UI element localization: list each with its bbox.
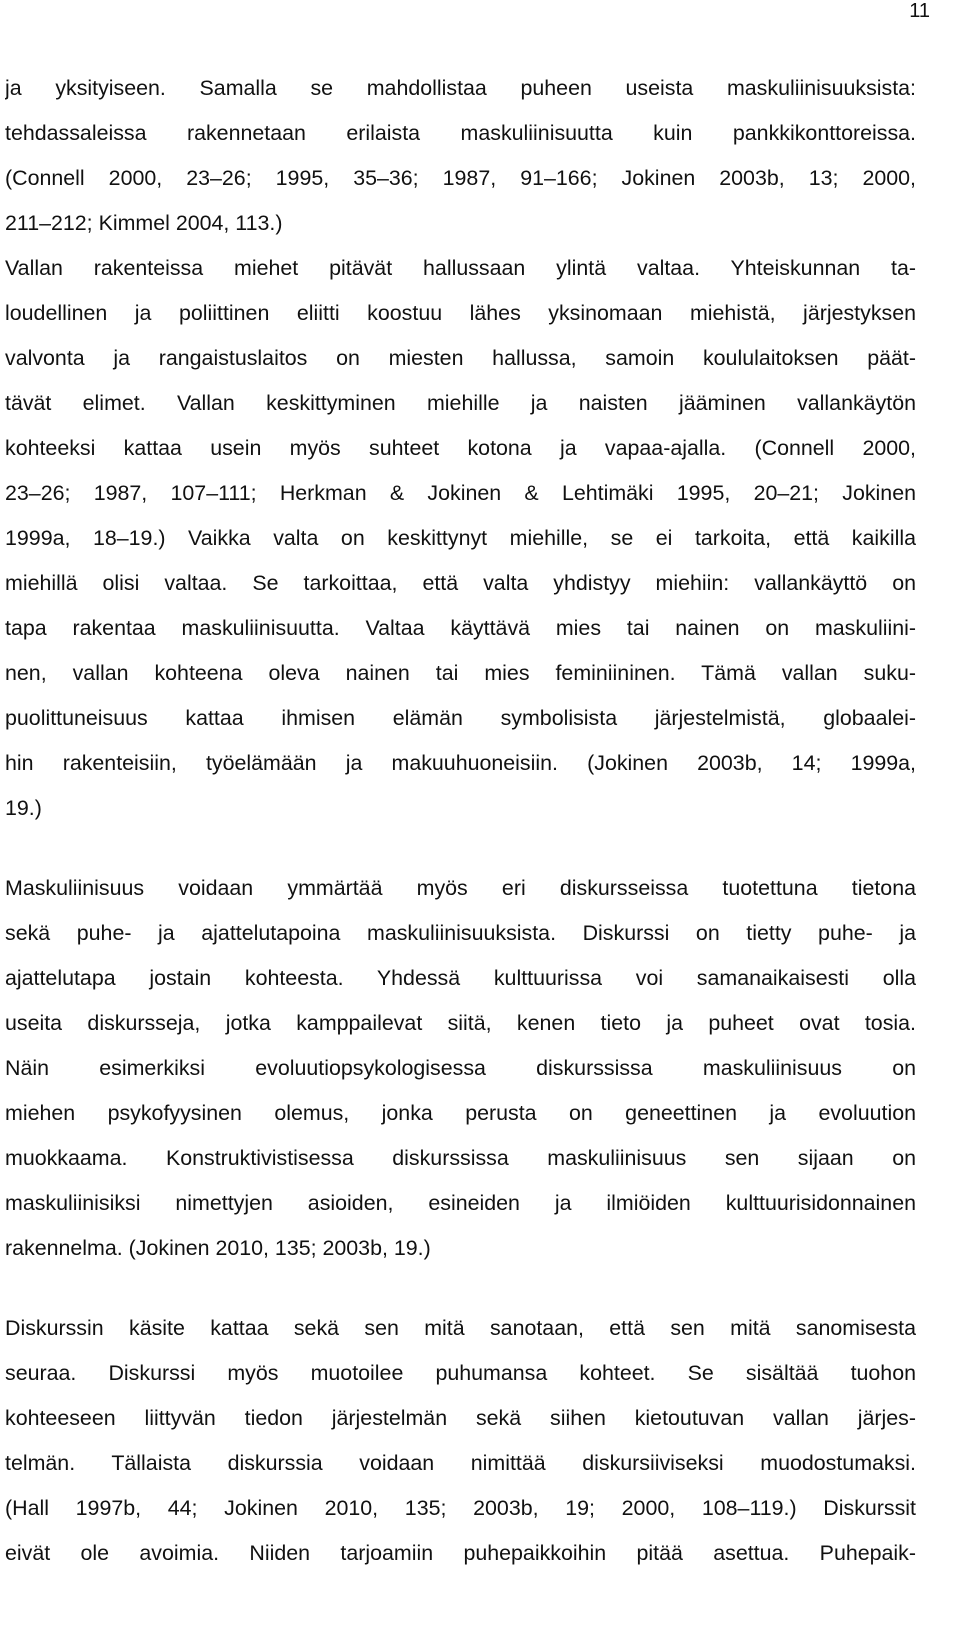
text-line: valvonta ja rangaistuslaitos on miesten hallussa, samoin koululaitoksen päät-	[5, 346, 916, 370]
text-line: tapa rakentaa maskuliinisuutta. Valtaa käyttävä mies tai nainen on maskuliini-	[5, 616, 916, 640]
text-line: eivät ole avoimia. Niiden tarjoamiin puhepaikkoihin pitää asettua. Puhepaik-	[5, 1541, 916, 1565]
text-line: maskuliinisiksi nimettyjen asioiden, esineiden ja ilmiöiden kulttuurisidonnainen	[5, 1191, 916, 1215]
text-line: Diskurssin käsite kattaa sekä sen mitä sanotaan, että sen mitä sanomisesta	[5, 1316, 916, 1340]
text-line: Näin esimerkiksi evoluutiopsykologisessa diskurssissa maskuliinisuus on	[5, 1056, 916, 1080]
text-line: puolittuneisuus kattaa ihmisen elämän symbolisista järjestelmistä, globaalei-	[5, 706, 916, 730]
text-line: hin rakenteisiin, työelämään ja makuuhuoneisiin. (Jokinen 2003b, 14; 1999a,	[5, 751, 916, 775]
text-line: 1999a, 18–19.) Vaikka valta on keskittynyt miehille, se ei tarkoita, että kaikilla	[5, 526, 916, 550]
text-line: (Hall 1997b, 44; Jokinen 2010, 135; 2003b, 19; 2000, 108–119.) Diskurssit	[5, 1496, 916, 1520]
text-line: tehdassaleissa rakennetaan erilaista maskuliinisuutta kuin pankkikonttoreissa.	[5, 121, 916, 145]
page-number: 11	[909, 0, 930, 22]
paragraph	[5, 246, 916, 831]
text-line: 23–26; 1987, 107–111; Herkman & Jokinen & Lehtimäki 1995, 20–21; Jokinen	[5, 481, 916, 505]
text-line: 19.)	[5, 796, 42, 820]
paragraph	[5, 866, 916, 1271]
text-line: sekä puhe- ja ajattelutapoina maskuliinisuuksista. Diskurssi on tietty puhe- ja	[5, 921, 916, 945]
text-line: Vallan rakenteissa miehet pitävät hallussaan ylintä valtaa. Yhteiskunnan ta-	[5, 256, 916, 280]
text-line: seuraa. Diskurssi myös muotoilee puhumansa kohteet. Se sisältää tuohon	[5, 1361, 916, 1385]
text-line: ajattelutapa jostain kohteesta. Yhdessä kulttuurissa voi samanaikaisesti olla	[5, 966, 916, 990]
text-line: muokkaama. Konstruktivistisessa diskurssissa maskuliinisuus sen sijaan on	[5, 1146, 916, 1170]
text-line: nen, vallan kohteena oleva nainen tai mies feminiininen. Tämä vallan suku-	[5, 661, 916, 685]
text-line: 211–212; Kimmel 2004, 113.)	[5, 211, 283, 235]
text-line: kohteeksi kattaa usein myös suhteet kotona ja vapaa-ajalla. (Connell 2000,	[5, 436, 916, 460]
paragraph	[5, 1306, 916, 1576]
text-line: loudellinen ja poliittinen eliitti koostuu lähes yksinomaan miehistä, järjestyksen	[5, 301, 916, 325]
text-line: Maskuliinisuus voidaan ymmärtää myös eri diskursseissa tuotettuna tietona	[5, 876, 916, 900]
text-line: telmän. Tällaista diskurssia voidaan nimittää diskursiiviseksi muodostumaksi.	[5, 1451, 916, 1475]
text-line: ja yksityiseen. Samalla se mahdollistaa puheen useista maskuliinisuuksista:	[5, 76, 916, 100]
text-line: rakennelma. (Jokinen 2010, 135; 2003b, 19.)	[5, 1236, 431, 1260]
paragraph	[5, 66, 916, 246]
text-line: miehillä olisi valtaa. Se tarkoittaa, että valta yhdistyy miehiin: vallankäyttö on	[5, 571, 916, 595]
text-line: (Connell 2000, 23–26; 1995, 35–36; 1987, 91–166; Jokinen 2003b, 13; 2000,	[5, 166, 916, 190]
text-line: miehen psykofyysinen olemus, jonka perusta on geneettinen ja evoluution	[5, 1101, 916, 1125]
text-line: kohteeseen liittyvän tiedon järjestelmän sekä siihen kietoutuvan vallan järjes-	[5, 1406, 916, 1430]
text-line: useita diskursseja, jotka kamppailevat siitä, kenen tieto ja puheet ovat tosia.	[5, 1011, 916, 1035]
text-line: tävät elimet. Vallan keskittyminen miehille ja naisten jääminen vallankäytön	[5, 391, 916, 415]
